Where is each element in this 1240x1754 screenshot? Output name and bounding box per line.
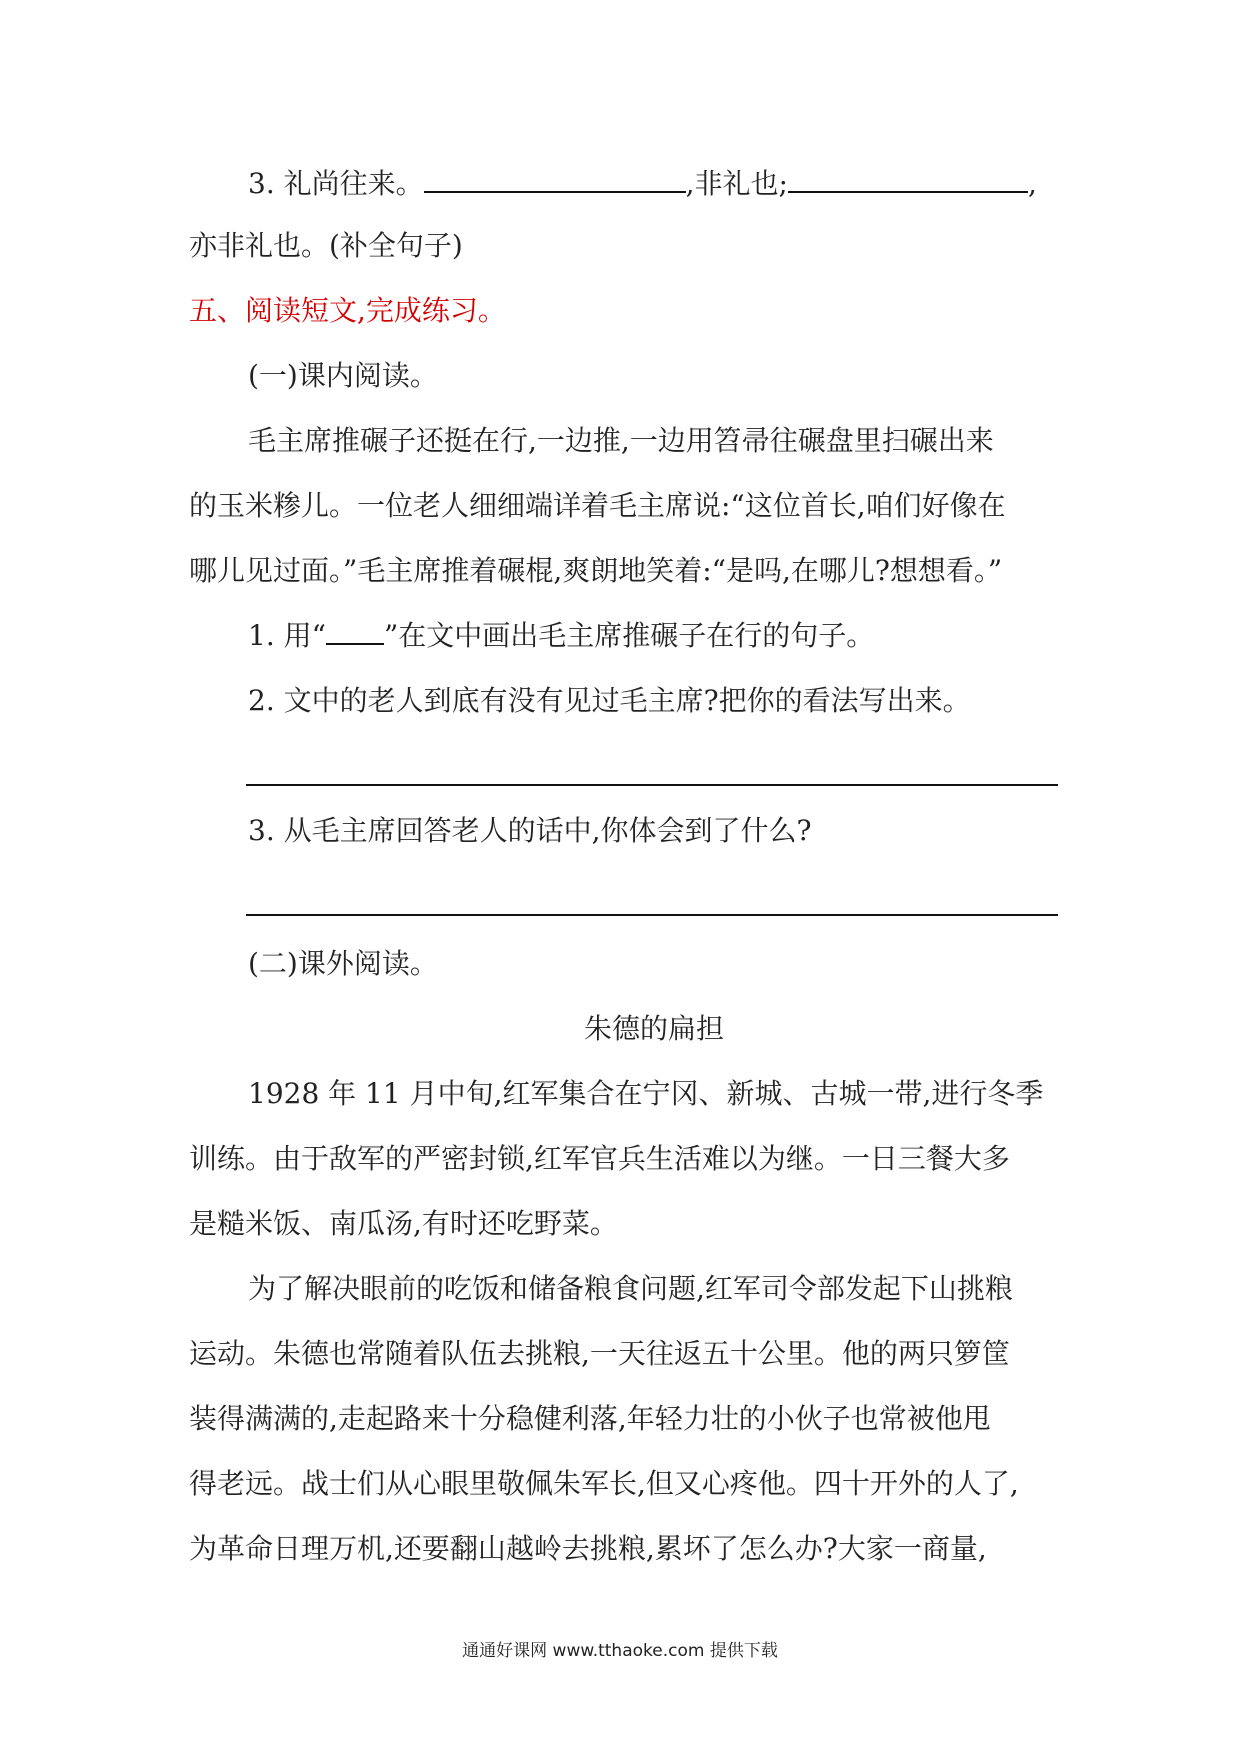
article-line: 为了解决眼前的吃饭和储备粮食问题,红军司令部发起下山挑粮 [248, 1272, 1013, 1305]
q3-line2: 亦非礼也。(补全句子) [189, 229, 463, 262]
answer-blank-2[interactable] [788, 165, 1028, 193]
article-line: 装得满满的,走起路来十分稳健利落,年轻力壮的小伙子也常被他甩 [189, 1402, 991, 1435]
part1-para-line: 的玉米糁儿。一位老人细细端详着毛主席说:“这位首长,咱们好像在 [189, 489, 1006, 522]
part1-para-line: 哪儿见过面。”毛主席推着碾棍,爽朗地笑着:“是吗,在哪儿?想想看。” [189, 554, 1003, 587]
part1-para-line: 毛主席推碾子还挺在行,一边推,一边用笤帚往碾盘里扫碾出来 [248, 424, 994, 457]
article-line: 1928 年 11 月中旬,红军集合在宁冈、新城、古城一带,进行冬季 [248, 1077, 1044, 1110]
part1-label: (一)课内阅读。 [248, 359, 438, 392]
article-line: 得老远。战士们从心眼里敬佩朱军长,但又心疼他。四十开外的人了, [189, 1467, 1019, 1500]
article-line: 训练。由于敌军的严密封锁,红军官兵生活难以为继。一日三餐大多 [189, 1142, 1010, 1175]
page-footer: 通通好课网 www.tthaoke.com 提供下载 [462, 1641, 778, 1661]
q1-prefix: 1. 用“ [248, 619, 326, 652]
part2-label: (二)课外阅读。 [248, 947, 438, 980]
answer-blank-1[interactable] [424, 165, 686, 193]
q3-suffix: , [1027, 167, 1037, 200]
underline-sample [326, 619, 384, 645]
article-line: 是糙米饭、南瓜汤,有时还吃野菜。 [189, 1207, 618, 1240]
answer-line-q2[interactable] [246, 784, 1058, 786]
question-2: 2. 文中的老人到底有没有见过毛主席?把你的看法写出来。 [248, 684, 971, 717]
article-title: 朱德的扁担 [583, 1012, 724, 1045]
q1-suffix: ”在文中画出毛主席推碾子在行的句子。 [383, 619, 875, 652]
article-line: 为革命日理万机,还要翻山越岭去挑粮,累坏了怎么办?大家一商量, [189, 1532, 987, 1565]
q3-prefix: 3. 礼尚往来。 [248, 167, 424, 200]
q3-mid: ,非礼也; [685, 167, 788, 200]
q3-line1 [248, 165, 1240, 202]
question-3: 3. 从毛主席回答老人的话中,你体会到了什么? [248, 814, 812, 847]
answer-line-q3[interactable] [246, 914, 1058, 916]
section-heading: 五、阅读短文,完成练习。 [189, 294, 506, 327]
article-line: 运动。朱德也常随着队伍去挑粮,一天往返五十公里。他的两只箩筐 [189, 1337, 1010, 1370]
question-1 [248, 618, 1240, 654]
